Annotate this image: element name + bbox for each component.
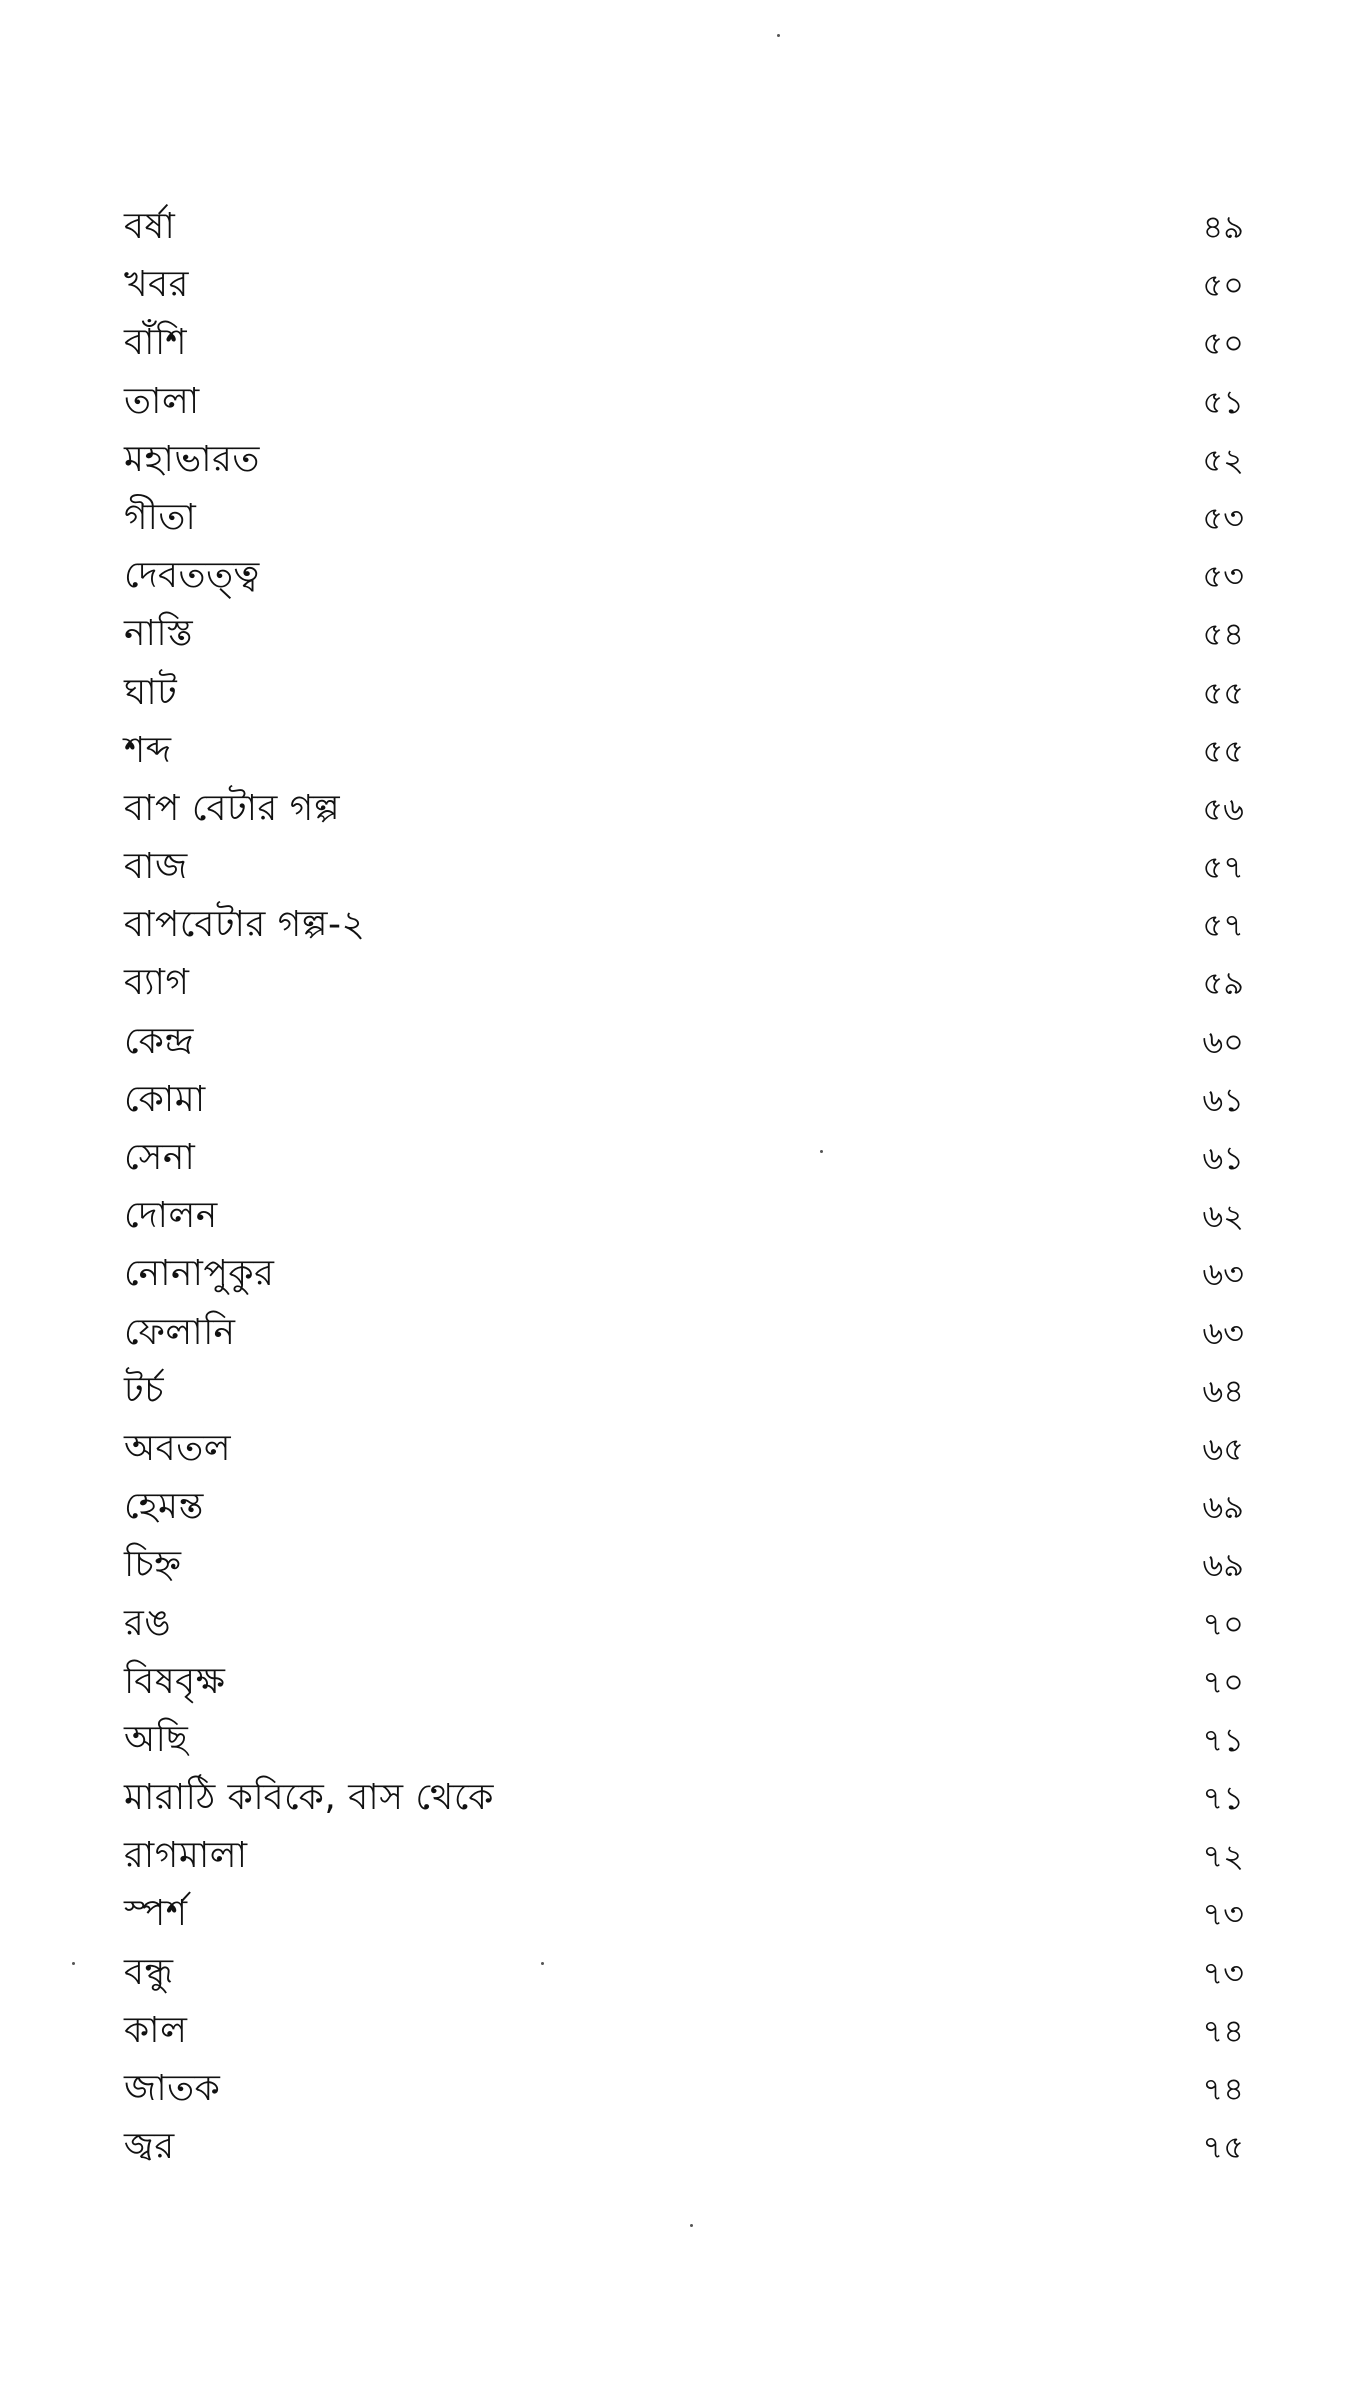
toc-entry-page-number: ৭৪: [1202, 2011, 1244, 2050]
toc-entry-title: দোলন: [124, 1195, 218, 1237]
toc-entry-title: কোমা: [124, 1078, 206, 1120]
toc-entry-page-number: ৫০: [1202, 324, 1244, 363]
toc-entry-title: ফেলানি: [124, 1311, 236, 1353]
print-speck: [820, 1150, 823, 1153]
toc-entry: [124, 1711, 1244, 1769]
toc-entry-title: সেনা: [124, 1137, 196, 1178]
toc-entry-title: নোনাপুকুর: [124, 1253, 275, 1295]
toc-entry-title: স্পর্শ: [124, 1893, 188, 1935]
toc-entry-title: বাপ বেটার গল্প: [124, 787, 341, 829]
toc-entry: [124, 1013, 1244, 1071]
toc-entry: [124, 1071, 1244, 1129]
toc-entry-title: বিষবৃক্ষ: [124, 1660, 226, 1702]
toc-entry-title: কেন্দ্র: [124, 1020, 194, 1062]
table-of-contents: [124, 198, 1244, 2176]
toc-entry-title: জ্বর: [124, 2126, 175, 2168]
toc-entry-title: মারাঠি কবিকে, বাস থেকে: [124, 1777, 494, 1819]
toc-entry: [124, 605, 1244, 663]
toc-entry-title: শব্দ: [124, 729, 172, 771]
print-speck: [777, 34, 780, 37]
toc-entry-page-number: ৬১: [1202, 1139, 1244, 1177]
toc-entry-page-number: ৫৬: [1202, 789, 1244, 828]
toc-entry-page-number: ৬৩: [1202, 1255, 1244, 1294]
toc-entry: [124, 256, 1244, 314]
toc-entry-title: বাপবেটার গল্প-২: [124, 904, 366, 946]
toc-entry: [124, 198, 1244, 256]
toc-entry-page-number: ৬৯: [1202, 1546, 1244, 1585]
toc-entry: [124, 1304, 1244, 1362]
toc-entry-title: বাঁশি: [124, 322, 188, 364]
toc-entry-page-number: ৫৯: [1202, 964, 1244, 1003]
toc-entry: [124, 722, 1244, 780]
toc-entry-page-number: ৪৯: [1202, 208, 1244, 246]
toc-entry: [124, 1245, 1244, 1303]
toc-entry: [124, 1129, 1244, 1187]
toc-entry: [124, 547, 1244, 605]
toc-entry: [124, 664, 1244, 722]
toc-entry: [124, 1478, 1244, 1536]
toc-entry: [124, 431, 1244, 489]
toc-entry-title: নাস্তি: [124, 613, 194, 655]
toc-entry-title: ঘাট: [124, 671, 178, 713]
toc-entry-page-number: ৫৪: [1202, 615, 1244, 654]
toc-entry-page-number: ৬২: [1202, 1197, 1244, 1236]
toc-entry-page-number: ৭১: [1202, 1720, 1244, 1759]
toc-entry: [124, 1362, 1244, 1420]
toc-entry: [124, 1187, 1244, 1245]
toc-entry: [124, 373, 1244, 431]
toc-entry-title: অবতল: [124, 1427, 232, 1469]
toc-entry: [124, 1769, 1244, 1827]
toc-entry-page-number: ৭৩: [1202, 1953, 1244, 1992]
toc-entry-title: টর্চ: [124, 1369, 165, 1411]
toc-entry: [124, 1827, 1244, 1885]
toc-entry-page-number: ৭০: [1202, 1604, 1244, 1643]
toc-entry-title: কাল: [124, 2009, 188, 2051]
toc-entry-page-number: ৬১: [1202, 1080, 1244, 1119]
toc-entry-page-number: ৬৩: [1202, 1313, 1244, 1352]
toc-entry: [124, 2060, 1244, 2118]
toc-entry-page-number: ৬০: [1202, 1022, 1244, 1061]
toc-entry-title: খবর: [124, 264, 189, 306]
toc-entry: [124, 1944, 1244, 2002]
toc-entry-page-number: ৭৪: [1202, 2070, 1244, 2108]
toc-entry-title: অছি: [124, 1718, 189, 1760]
toc-entry: [124, 489, 1244, 547]
toc-entry-page-number: ৬৫: [1202, 1429, 1244, 1468]
toc-entry-title: রঙ: [124, 1602, 172, 1644]
toc-entry-page-number: ৭২: [1202, 1837, 1244, 1876]
toc-entry-title: জাতক: [124, 2068, 221, 2109]
toc-entry-page-number: ৭৩: [1202, 1895, 1244, 1934]
toc-entry-page-number: ৫৩: [1202, 498, 1244, 537]
toc-entry-title: মহাভারত: [124, 438, 260, 480]
toc-entry: [124, 2002, 1244, 2060]
toc-entry-page-number: ৭১: [1202, 1779, 1244, 1818]
toc-entry: [124, 780, 1244, 838]
toc-entry-page-number: ৬৪: [1202, 1371, 1244, 1410]
toc-entry-title: তালা: [124, 380, 200, 422]
toc-entry-page-number: ৭০: [1202, 1662, 1244, 1701]
toc-entry: [124, 314, 1244, 372]
toc-entry: [124, 1595, 1244, 1653]
toc-entry: [124, 896, 1244, 954]
print-speck: [690, 2224, 693, 2227]
toc-entry-title: রাগমালা: [124, 1835, 248, 1877]
toc-entry-title: ব্যাগ: [124, 962, 190, 1004]
toc-entry-title: বাজ: [124, 846, 188, 888]
toc-entry-title: গীতা: [124, 496, 197, 538]
toc-entry-page-number: ৫১: [1202, 382, 1244, 421]
toc-entry-title: চিহ্ন: [124, 1544, 182, 1586]
toc-entry-page-number: ৭৫: [1202, 2128, 1244, 2167]
toc-entry: [124, 1885, 1244, 1943]
toc-entry-page-number: ৫২: [1202, 440, 1244, 479]
toc-entry-page-number: ৫৭: [1202, 906, 1244, 945]
toc-entry-page-number: ৫৫: [1202, 731, 1244, 770]
toc-entry-page-number: ৬৯: [1202, 1488, 1244, 1527]
toc-entry-page-number: ৫৫: [1202, 673, 1244, 712]
toc-entry-title: দেবতত্ত্ব: [124, 555, 260, 597]
print-speck: [541, 1962, 544, 1965]
toc-entry-title: বন্ধু: [124, 1951, 174, 1993]
toc-entry-page-number: ৫৭: [1202, 848, 1244, 887]
toc-entry: [124, 954, 1244, 1012]
print-speck: [72, 1962, 75, 1965]
toc-entry: [124, 1653, 1244, 1711]
toc-entry-title: বর্ষা: [124, 206, 176, 247]
toc-entry: [124, 1536, 1244, 1594]
toc-entry-page-number: ৫৩: [1202, 557, 1244, 596]
toc-entry: [124, 1420, 1244, 1478]
toc-entry-page-number: ৫০: [1202, 266, 1244, 305]
toc-entry: [124, 2118, 1244, 2176]
toc-entry: [124, 838, 1244, 896]
toc-entry-title: হেমন্ত: [124, 1486, 204, 1528]
